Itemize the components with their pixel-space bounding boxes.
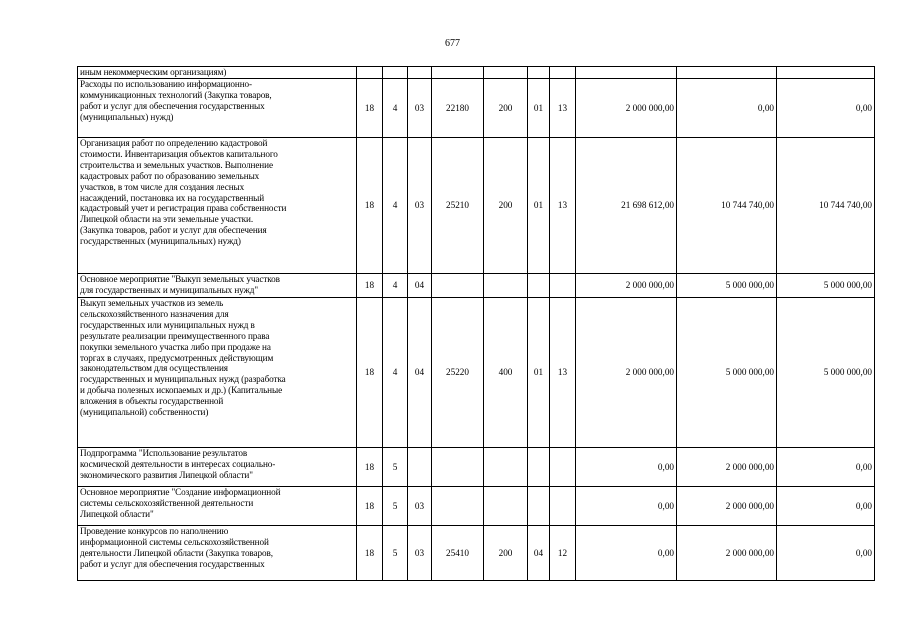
row-description: Основное мероприятие "Выкуп земельных участков для государственных и муниципальных нужд" bbox=[78, 274, 357, 298]
col-target-item: 25410 bbox=[432, 526, 484, 581]
col-kosgu: 01 bbox=[528, 138, 550, 274]
table-row bbox=[78, 487, 875, 526]
col-subsection: 03 bbox=[408, 138, 432, 274]
col-amount-2021: 0,00 bbox=[777, 526, 875, 581]
col-target-item: 25220 bbox=[432, 298, 484, 448]
col-amount-2019: 2 000 000,00 bbox=[576, 79, 677, 138]
col-subsection bbox=[408, 448, 432, 487]
col-amount-2020: 5 000 000,00 bbox=[677, 274, 777, 298]
col-admin: 18 bbox=[357, 487, 383, 526]
col-amount-2019: 0,00 bbox=[576, 526, 677, 581]
col-amount-2020: 2 000 000,00 bbox=[677, 487, 777, 526]
col-amount-2021: 0,00 bbox=[777, 448, 875, 487]
col-kosgu: 04 bbox=[528, 526, 550, 581]
col-admin: 18 bbox=[357, 138, 383, 274]
row-description: Основное мероприятие "Создание информационной системы сельскохозяйственной деятельности Липецкой области" bbox=[78, 487, 357, 526]
col-kvfo bbox=[550, 274, 576, 298]
col-amount-2021: 0,00 bbox=[777, 79, 875, 138]
col-section: 5 bbox=[383, 448, 408, 487]
col-admin: 18 bbox=[357, 79, 383, 138]
col-expense-type bbox=[484, 274, 528, 298]
col-amount-2019: 2 000 000,00 bbox=[576, 298, 677, 448]
col-kvfo: 13 bbox=[550, 138, 576, 274]
col-subsection: 04 bbox=[408, 298, 432, 448]
row-description: иным некоммерческим организациям) bbox=[78, 67, 357, 79]
row-description: Проведение конкурсов по наполнению информационной системы сельскохозяйственной деятельности Липецкой области (Закупка товаров, работ и услуг для обеспечения государственных bbox=[78, 526, 357, 581]
col-amount-2019 bbox=[576, 67, 677, 79]
col-expense-type: 200 bbox=[484, 526, 528, 581]
col-target-item: 25210 bbox=[432, 138, 484, 274]
col-target-item bbox=[432, 67, 484, 79]
col-amount-2021 bbox=[777, 67, 875, 79]
col-amount-2019: 21 698 612,00 bbox=[576, 138, 677, 274]
col-admin: 18 bbox=[357, 526, 383, 581]
table-row bbox=[78, 138, 875, 274]
col-amount-2020: 2 000 000,00 bbox=[677, 448, 777, 487]
col-amount-2021: 0,00 bbox=[777, 487, 875, 526]
table-row bbox=[78, 448, 875, 487]
row-description: Расходы по использованию информационно- коммуникационных технологий (Закупка товаров, работ и услуг для обеспечения государственных (муниципальных) нужд) bbox=[78, 79, 357, 138]
col-subsection: 03 bbox=[408, 79, 432, 138]
row-description: Организация работ по определению кадастровой стоимости. Инвентаризация объектов капитального строительства и земельных участков. Выполнение кадастровых работ по образованию земельных участков, в том числе для создания лесных насаждений, постановка их на государственный кадастровый учет и регистрация права собственности Липецкой области на эти земельные участки. (Закупка товаров, работ и услуг для обеспечения государственных (муниципальных) нужд) bbox=[78, 138, 357, 274]
col-section: 4 bbox=[383, 138, 408, 274]
col-section: 5 bbox=[383, 487, 408, 526]
table-row bbox=[78, 526, 875, 581]
col-target-item bbox=[432, 274, 484, 298]
col-amount-2021: 5 000 000,00 bbox=[777, 298, 875, 448]
col-kosgu: 01 bbox=[528, 79, 550, 138]
budget-table bbox=[77, 66, 875, 581]
col-kvfo: 13 bbox=[550, 298, 576, 448]
col-admin: 18 bbox=[357, 448, 383, 487]
col-amount-2019: 0,00 bbox=[576, 487, 677, 526]
col-kvfo bbox=[550, 448, 576, 487]
col-amount-2019: 2 000 000,00 bbox=[576, 274, 677, 298]
col-amount-2020: 0,00 bbox=[677, 79, 777, 138]
col-kosgu bbox=[528, 67, 550, 79]
col-admin: 18 bbox=[357, 274, 383, 298]
col-amount-2020: 10 744 740,00 bbox=[677, 138, 777, 274]
col-kosgu: 01 bbox=[528, 298, 550, 448]
col-expense-type bbox=[484, 448, 528, 487]
col-amount-2021: 10 744 740,00 bbox=[777, 138, 875, 274]
col-expense-type bbox=[484, 487, 528, 526]
col-amount-2020 bbox=[677, 67, 777, 79]
col-kosgu bbox=[528, 448, 550, 487]
table-row bbox=[78, 79, 875, 138]
col-kvfo bbox=[550, 487, 576, 526]
col-subsection: 04 bbox=[408, 274, 432, 298]
col-target-item: 22180 bbox=[432, 79, 484, 138]
row-description: Выкуп земельных участков из земель сельскохозяйственного назначения для государственных или муниципальных нужд в результате реализации преимущественного права покупки земельного участка либо при продаже на торгах в случаях, предусмотренных действующим законодательством для осуществления государственных и муниципальных нужд (разработка и добыча полезных ископаемых и др.) (Капитальные вложения в объекты государственной (муниципальной) собственности) bbox=[78, 298, 357, 448]
col-expense-type: 400 bbox=[484, 298, 528, 448]
col-section bbox=[383, 67, 408, 79]
table-row bbox=[78, 274, 875, 298]
col-kosgu bbox=[528, 274, 550, 298]
col-subsection: 03 bbox=[408, 526, 432, 581]
col-amount-2020: 2 000 000,00 bbox=[677, 526, 777, 581]
col-expense-type bbox=[484, 67, 528, 79]
col-section: 4 bbox=[383, 79, 408, 138]
col-kvfo bbox=[550, 67, 576, 79]
col-section: 4 bbox=[383, 274, 408, 298]
page-number: 677 bbox=[445, 38, 460, 49]
col-admin bbox=[357, 67, 383, 79]
col-amount-2019: 0,00 bbox=[576, 448, 677, 487]
col-kvfo: 13 bbox=[550, 79, 576, 138]
col-admin: 18 bbox=[357, 298, 383, 448]
col-subsection: 03 bbox=[408, 487, 432, 526]
table-row bbox=[78, 298, 875, 448]
col-section: 5 bbox=[383, 526, 408, 581]
col-amount-2021: 5 000 000,00 bbox=[777, 274, 875, 298]
col-amount-2020: 5 000 000,00 bbox=[677, 298, 777, 448]
table-row bbox=[78, 67, 875, 79]
col-target-item bbox=[432, 487, 484, 526]
col-target-item bbox=[432, 448, 484, 487]
row-description: Подпрограмма "Использование результатов космической деятельности в интересах социально- экономического развития Липецкой области" bbox=[78, 448, 357, 487]
col-kosgu bbox=[528, 487, 550, 526]
col-subsection bbox=[408, 67, 432, 79]
col-expense-type: 200 bbox=[484, 138, 528, 274]
col-section: 4 bbox=[383, 298, 408, 448]
col-expense-type: 200 bbox=[484, 79, 528, 138]
col-kvfo: 12 bbox=[550, 526, 576, 581]
